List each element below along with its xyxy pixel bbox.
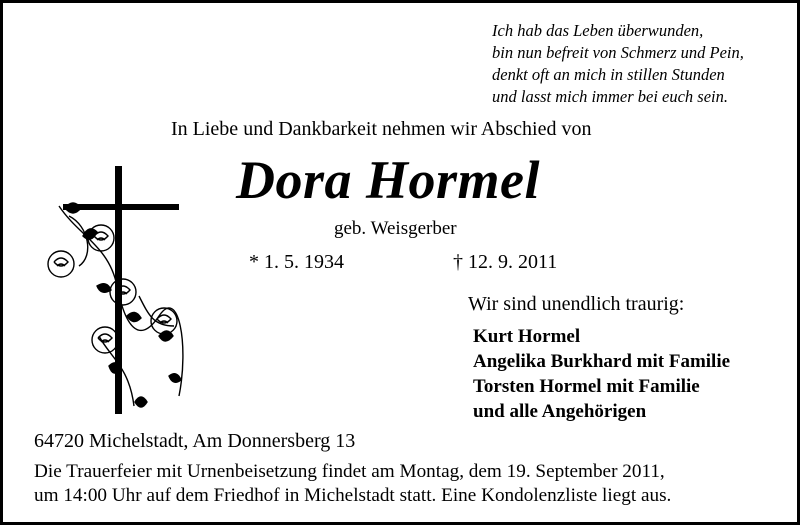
notice-line: Die Trauerfeier mit Urnenbeisetzung findet am Montag, dem 19. September 2011, [34, 461, 665, 482]
notice-line: um 14:00 Uhr auf dem Friedhof in Michelstadt statt. Eine Kondolenzliste liegt aus. [34, 485, 672, 506]
maiden-name: geb. Weisgerber [334, 218, 457, 239]
mourner-name: und alle Angehörigen [473, 401, 647, 422]
farewell-intro: In Liebe und Dankbarkeit nehmen wir Abschied von [171, 118, 592, 140]
poem-line: Ich hab das Leben überwunden, [492, 21, 704, 40]
mourner-name: Kurt Hormel [473, 326, 581, 347]
deceased-name: Dora Hormel [236, 150, 541, 210]
memorial-poem [492, 20, 792, 108]
cross-with-roses-icon [39, 166, 199, 426]
poem-line: denkt oft an mich in stillen Stunden [492, 65, 725, 84]
birth-date: * 1. 5. 1934 [249, 251, 344, 273]
poem-line: bin nun befreit von Schmerz und Pein, [492, 43, 744, 62]
mourner-name: Angelika Burkhard mit Familie [473, 351, 731, 372]
poem-line: und lasst mich immer bei euch sein. [492, 87, 729, 106]
mourners-list [473, 324, 730, 424]
family-address: 64720 Michelstadt, Am Donnersberg 13 [34, 430, 356, 452]
funeral-notice [34, 460, 671, 508]
mourning-intro: Wir sind unendlich traurig: [468, 293, 685, 315]
death-date: † 12. 9. 2011 [453, 251, 558, 273]
mourner-name: Torsten Hormel mit Familie [473, 376, 700, 397]
